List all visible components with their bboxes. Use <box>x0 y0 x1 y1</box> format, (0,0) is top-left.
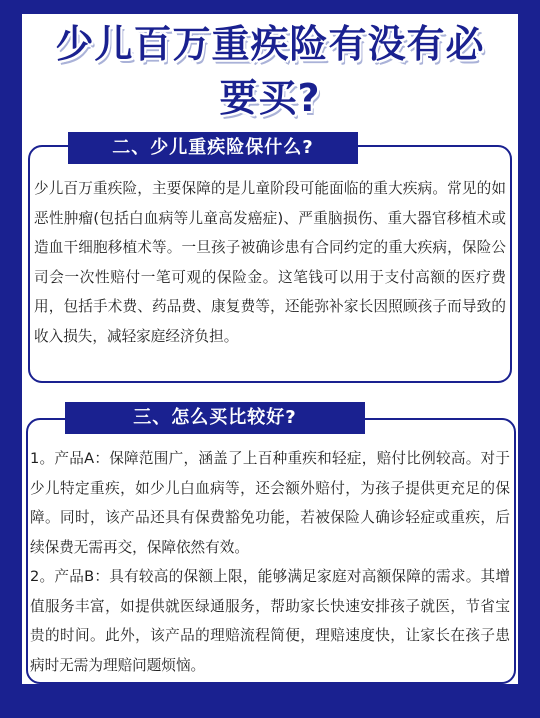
product-a-paragraph: 1。产品A：保障范围广，涵盖了上百种重疾和轻症，赔付比例较高。对于少儿特定重疾，如少儿白血病等，还会额外赔付，为孩子提供更充足的保障。同时，该产品还具有保费豁免功能，若被保险人确诊轻症或重疾，后续保费无需再交，保障依然有效。 <box>30 450 510 556</box>
section-buying-text <box>30 444 510 680</box>
section-coverage-heading: 二、少儿重疾险保什么? <box>68 132 358 164</box>
section-coverage-text: 少儿百万重疾险，主要保障的是儿童阶段可能面临的重大疾病。常见的如恶性肿瘤(包括白血病等儿童高发癌症)、严重脑损伤、重大器官移植术或造血干细胞移植术等。一旦孩子被确诊患有合同约定的重大疾病，保险公司会一次性赔付一笔可观的保险金。这笔钱可以用于支付高额的医疗费用，包括手术费、药品费、康复费等，还能弥补家长因照顾孩子而导致的收入损失，减轻家庭经济负担。 <box>34 180 506 345</box>
page-title-line-1: 少儿百万重疾险有没有必 <box>55 22 485 66</box>
page-title-line-2: 要买? <box>219 76 321 120</box>
product-b-paragraph: 2。产品B：具有较高的保额上限，能够满足家庭对高额保障的需求。其增值服务丰富，如提供就医绿通服务，帮助家长快速安排孩子就医，节省宝贵的时间。此外，该产品的理赔流程简便，理赔速度快，让家长在孩子患病时无需为理赔问题烦恼。 <box>30 568 510 674</box>
section-buying-heading: 三、怎么买比较好? <box>65 402 365 434</box>
